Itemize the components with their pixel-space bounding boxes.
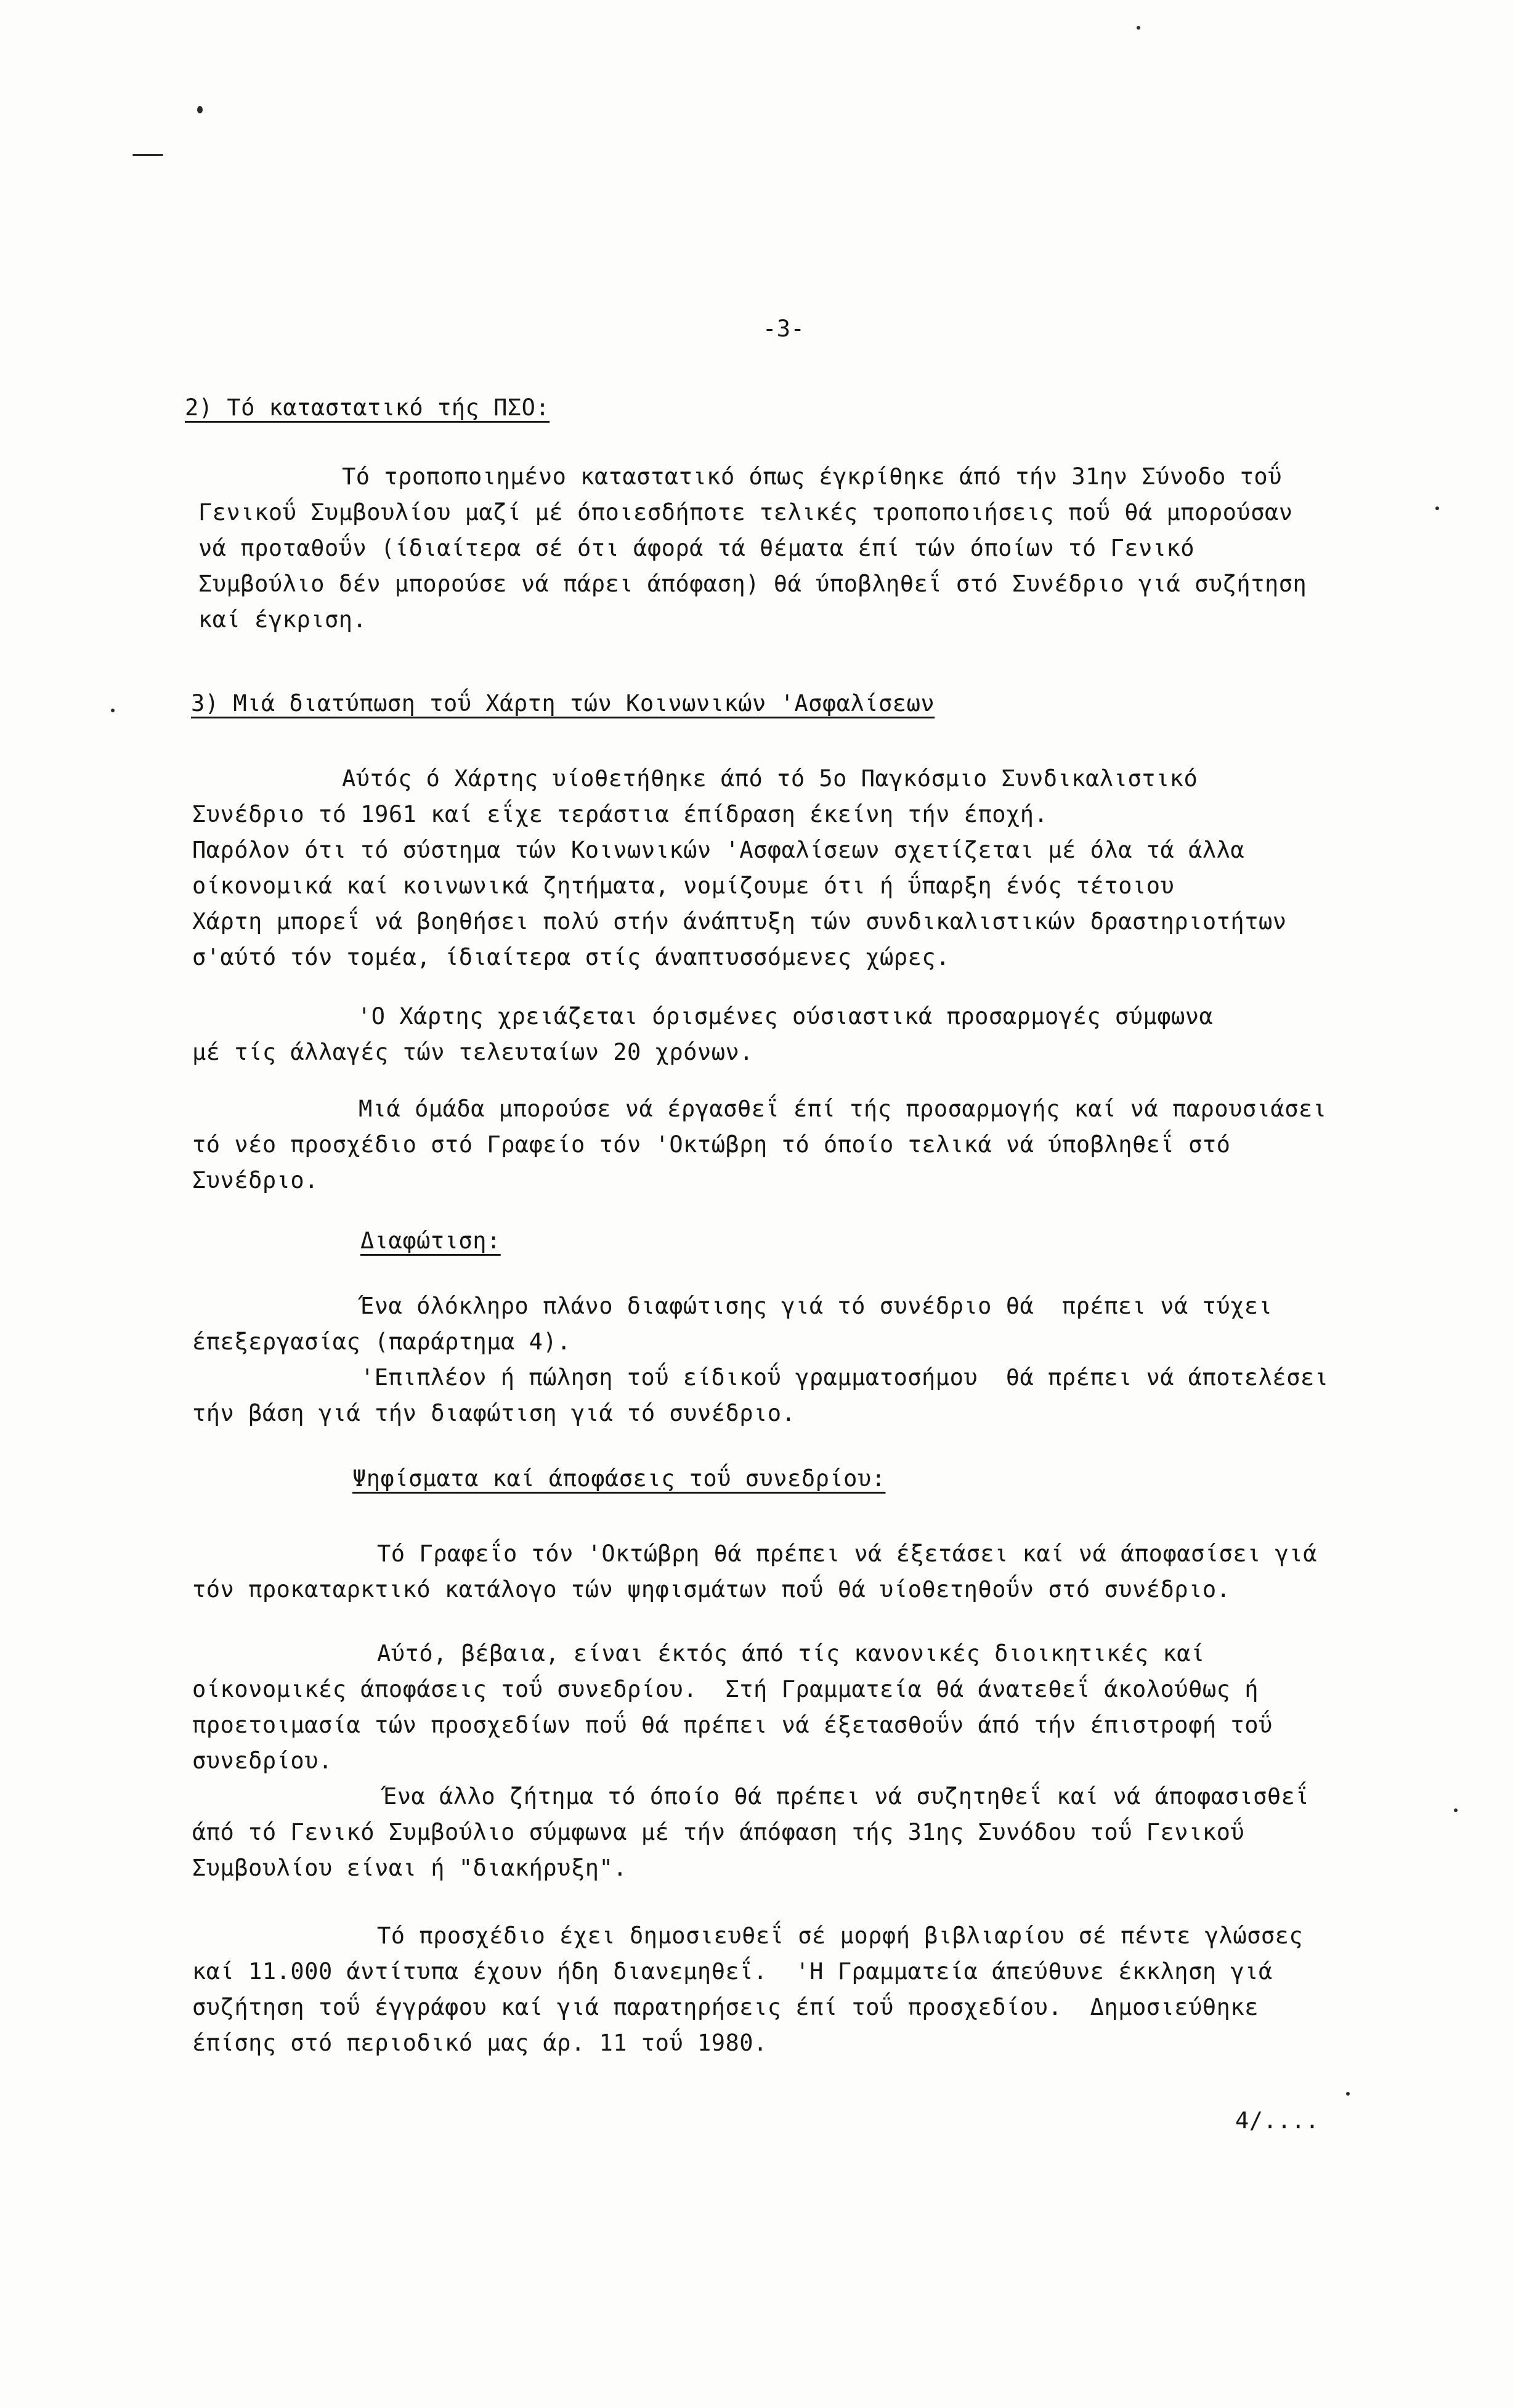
section-3-heading: 3) Μιά διατύπωση τοΰ Χάρτη τών Κοινωνικών 'Ασφαλίσεων <box>191 690 935 717</box>
section-2-line: καί έγκριση. <box>198 606 367 633</box>
diafotisi-line: έπεξεργασίας (παράρτημα 4). <box>192 1328 571 1355</box>
psifismata-line: συζήτηση τοΰ έγγράφου καί γιά παρατηρήσεις έπί τοΰ προσχεδίου. Δημοσιεύθηκε <box>192 1994 1259 2020</box>
scan-speck <box>1137 26 1140 30</box>
diafotisi-line: τήν βάση γιά τήν διαφώτιση γιά τό συνέδριο. <box>192 1400 796 1426</box>
section-3-line: Μιά όμάδα μπορούσε νά έργασθεΐ έπί τής προσαρμογής καί νά παρουσιάσει <box>359 1096 1327 1122</box>
psifismata-line: έπίσης στό περιοδικό μας άρ. 11 τοΰ 1980. <box>192 2030 768 2056</box>
psifismata-line: τόν προκαταρκτικό κατάλογο τών ψηφισμάτων ποΰ θά υίοθετηθοΰν στό συνέδριο. <box>192 1576 1231 1603</box>
section-2-line: Γενικοΰ Συμβουλίου μαζί μέ όποιεσδήποτε τελικές τροποποιήσεις ποΰ θά μπορούσαν <box>198 499 1293 526</box>
psifismata-line: οίκονομικές άποφάσεις τοΰ συνεδρίου. Στή Γραμματεία θά άνατεθεΐ άκολούθως ή <box>192 1676 1259 1702</box>
section-3-line: Συνέδριο τό 1961 καί εΐχε τεράστια έπίδραση έκείνη τήν έποχή. <box>192 801 1049 828</box>
continuation-marker: 4/.... <box>1235 2107 1320 2134</box>
psifismata-line: Συμβουλίου είναι ή "διακήρυξη". <box>192 1855 628 1881</box>
section-3-line: Συνέδριο. <box>192 1167 318 1194</box>
scan-speck <box>111 709 115 712</box>
section-3-line: Χάρτη μπορεΐ νά βοηθήσει πολύ στήν άνάπτυξη τών συνδικαλιστικών δραστηριοτήτων <box>192 908 1287 935</box>
section-3-line: τό νέο προσχέδιο στό Γραφείο τόν 'Οκτώβρη τό όποίο τελικά νά ύποβληθεΐ στό <box>192 1131 1231 1158</box>
psifismata-line: Ένα άλλο ζήτημα τό όποίο θά πρέπει νά συζητηθεΐ καί νά άποφασισθεΐ <box>383 1783 1310 1810</box>
scan-speck <box>1346 2092 1350 2096</box>
section-3-line: οίκονομικά καί κοινωνικά ζητήματα, νομίζουμε ότι ή ΰπαρξη ένός τέτοιου <box>192 872 1175 899</box>
psifismata-line: άπό τό Γενικό Συμβούλιο σύμφωνα μέ τήν άπόφαση τής 31ης Συνόδου τοΰ Γενικοΰ <box>192 1819 1245 1845</box>
psifismata-line: προετοιμασία τών προσχεδίων ποΰ θά πρέπει νά έξετασθοΰν άπό τήν έπιστροφή τοΰ <box>192 1712 1273 1738</box>
psifismata-line: καί 11.000 άντίτυπα έχουν ήδη διανεμηθεΐ. 'Η Γραμματεία άπεύθυνε έκκληση γιά <box>192 1958 1273 1985</box>
scan-speck <box>197 106 203 113</box>
section-3-line: Παρόλον ότι τό σύστημα τών Κοινωνικών 'Ασφαλίσεων σχετίζεται μέ όλα τά άλλα <box>192 837 1245 863</box>
scan-speck <box>132 154 163 156</box>
psifismata-line: Τό Γραφεΐο τόν 'Οκτώβρη θά πρέπει νά έξετάσει καί νά άποφασίσει γιά <box>377 1540 1317 1567</box>
scan-speck <box>1435 506 1439 510</box>
section-2-heading: 2) Τό καταστατικό τής ΠΣΟ: <box>185 394 550 421</box>
section-2-line: νά προταθοΰν (ίδιαίτερα σέ ότι άφορά τά θέματα έπί τών όποίων τό Γενικό <box>198 535 1195 561</box>
diafotisi-line: Ένα όλόκληρο πλάνο διαφώτισης γιά τό συνέδριο θά πρέπει νά τύχει <box>360 1293 1273 1319</box>
section-2-line: Συμβούλιο δέν μπορούσε νά πάρει άπόφαση) θά ύποβληθεΐ στό Συνέδριο γιά συζήτηση <box>198 571 1307 597</box>
section-3-line: 'Ο Χάρτης χρειάζεται όρισμένες ούσιαστικά προσαρμογές σύμφωνα <box>357 1003 1214 1030</box>
diafotisi-heading: Διαφώτιση: <box>360 1227 501 1254</box>
section-3-line: σ'αύτό τόν τομέα, ίδιαίτερα στίς άναπτυσσόμενες χώρες. <box>192 944 950 970</box>
section-3-line: Αύτός ό Χάρτης υίοθετήθηκε άπό τό 5ο Παγκόσμιο Συνδικαλιστικό <box>342 765 1198 792</box>
psifismata-line: συνεδρίου. <box>192 1747 333 1774</box>
section-2-line: Τό τροποποιημένο καταστατικό όπως έγκρίθηκε άπό τήν 31ην Σύνοδο τοΰ <box>342 463 1282 490</box>
section-3-line: μέ τίς άλλαγές τών τελευταίων 20 χρόνων. <box>192 1039 754 1065</box>
psifismata-line: Τό προσχέδιο έχει δημοσιευθεΐ σέ μορφή βιβλιαρίου σέ πέντε γλώσσες <box>377 1922 1304 1949</box>
page-number: -3- <box>763 315 805 342</box>
scan-speck <box>1454 1808 1458 1812</box>
psifismata-heading: Ψηφίσματα καί άποφάσεις τοΰ συνεδρίου: <box>352 1465 886 1492</box>
psifismata-line: Αύτό, βέβαια, είναι έκτός άπό τίς κανονικές διοικητικές καί <box>377 1640 1205 1667</box>
diafotisi-line: 'Επιπλέον ή πώληση τοΰ είδικοΰ γραμματοσήμου θά πρέπει νά άποτελέσει <box>360 1364 1329 1391</box>
